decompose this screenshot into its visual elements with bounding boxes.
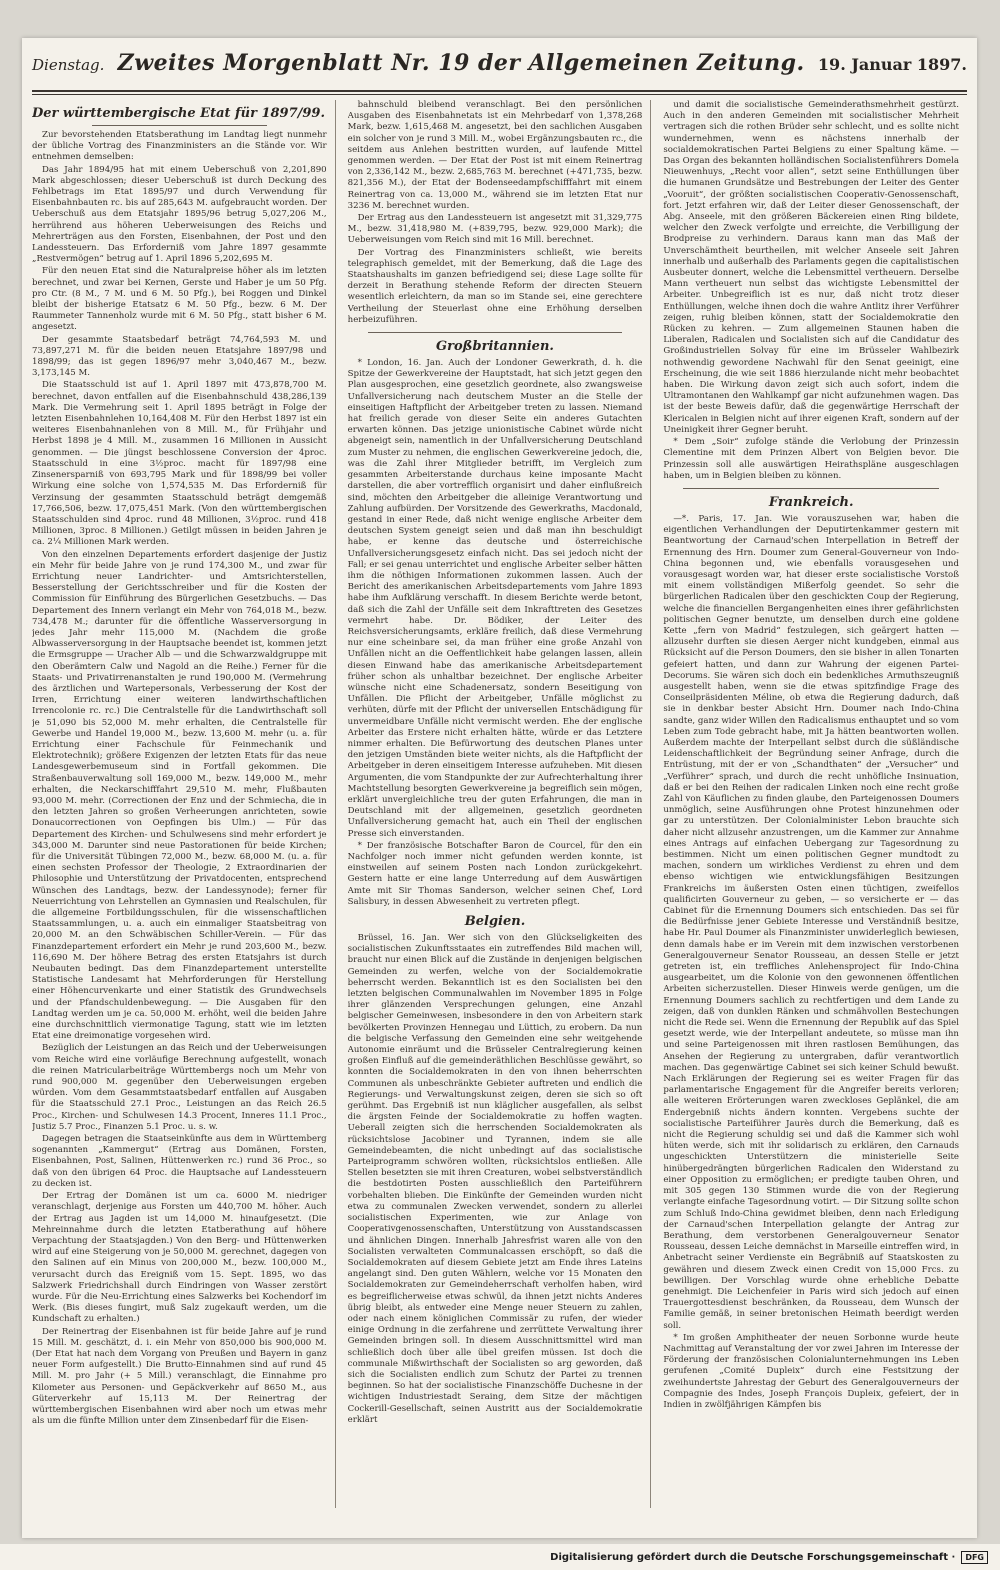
paragraph: Der gesammte Staatsbedarf beträgt 74,764,593 M. und 73,897,271 M. für die beiden neuen Etatsjahre 1897/98 und 1898/99; das ist gegen 1896/97 mehr 3,040,467 M., bezw. 3,173,145 M.: [32, 334, 327, 379]
paragraph: Bezüglich der Leistungen an das Reich und der Ueberweisungen vom Reiche wird eine vorläufige Berechnung aufgestellt, wonach die reinen Matricularbeiträge Württembergs noch um Mehr von rund 900,000 M. gegenüber den Ueberweisungen ergeben würden. Vom dem Gesammtstaatsbedarf entfallen auf Ausgaben für die Staatsschuld 27.1 Proc., Leistungen an das Reich 26.5 Proc., Kirchen- und Schulwesen 14.3 Procent, Inneres 11.1 Proc., Justiz 5.7 Proc., Finanzen 5.1 Proc. u. s. w.: [32, 1043, 327, 1132]
masthead-rule: [32, 94, 967, 95]
paragraph: Der Ertrag der Domänen ist um ca. 6000 M. niedriger veranschlagt, derjenige aus Forsten um 440,700 M. höher. Auch der Ertrag aus Jagden ist um 14,000 M. hinaufgesetzt. (Die Mehreinnahme durch die letzten Etatberathung auf höhere Verpachtung der Staatsjagden.) Von den Berg- und Hüttenwerken wird auf eine Steigerung von je 50,000 M. gerechnet, dagegen von den Salinen auf ein Minus von 200,000 M., bezw. 100,000 M., verursacht durch das Ereigniß vom 15. Sept. 1895, wo das Salzwerk Friedrichshall durch Eindringen von Wasser zerstört wurde. Für die Neu-Errichtung eines Salzwerks bei Kochendorf im Werk. (Bis dieses fungirt, muß Salz zugekauft werden, um die Kundschaft zu erhalten.): [32, 1191, 327, 1325]
paragraph: * Dem „Soir“ zufolge stände die Verlobung der Prinzessin Clementine mit dem Prinzen Albert von Belgien bevor. Die Prinzessin soll alle auswärtigen Heirathspläne ausgeschlagen haben, um in Belgien bleiben zu können.: [663, 437, 959, 481]
newspaper-page: [22, 38, 977, 1538]
paragraph: * London, 16. Jan. Auch der Londoner Gewerkrath, d. h. die Spitze der Gewerkvereine der Hauptstadt, hat sich jetzt gegen den Plan ausgesprochen, eine gesetzlich geordnete, also zwangsweise Unfallversicherung nach deutschem Muster an die Stelle der einseitigen Haftpflicht der Arbeitgeber treten zu lassen. Niemand hat freilich gerade von dieser Seite ein anderes Gutachten erwarten können. Das jetzige unionistische Cabinet würde nicht abgeneigt sein, namentlich in der Unfallversicherung Deutschland zum Muster zu nehmen, die englischen Gewerkvereine jedoch, die, was die Zahl ihrer Mitglieder betrifft, im Vergleich zum gesammten Arbeiterstande durchaus keine imposante Macht darstellen, die aber vortrefflich organisirt und daher einflußreich sind, möchten den Arbeitgeber die alleinige Verantwortung und Zahlung aufbürden. Der Vorsitzende des Gewerkraths, Macdonald, gestand in einer Rede, daß nicht wenige englische Arbeiter dem deutschen System geneigt seien und daß man ihn beschuldigt habe, er kenne das deutsche und österreichische Unfallversicherungsgesetz einfach nicht. Das sei jedoch nicht der Fall; er sei genau unterrichtet und englische Arbeiter selber hätten ihm die nöthigen Informationen zukommen lassen. Auch der Bericht des amerikanischen Arbeitsdepartements vom Jahre 1893 habe ihm Aufklärung verschafft. In diesem Berichte werde betont, daß sich die Zahl der Unfälle seit dem Inkrafttreten des Gesetzes vermehrt habe. Dr. Bödiker, der Leiter des Reichsversicherungsamts, erkläre freilich, daß diese Vermehrung nur eine scheinbare sei, da man früher eine große Anzahl von Unfällen nicht an die Oeffentlichkeit habe gelangen lassen, allein diesen Einwand habe das amerikanische Arbeitsdepartement früher schon als unhaltbar bezeichnet. Der englische Arbeiter wünsche nicht eine Schadenersatz, sondern Beseitigung von Unfällen. Die Pflicht der Arbeitgeber, Unfälle möglichst zu verhüten, dürfe mit der Pflicht der universellen Entschädigung für unvermeidbare Unfälle nicht vermischt werden. Ehe der englische Arbeiter das Erstere nicht erhalten hätte, würde er das Letztere nimmer erhalten. Die Befürwortung des deutschen Planes unter den jetzigen Umständen biete weiter nichts, als die Haftpflicht der Arbeitgeber in deren einseitigem Interesse aufzuheben. Mit diesen Argumenten, die vom Standpunkte der zur Aufrechterhaltung ihrer Machtstellung besorgten Gewerkvereine ja begreiflich sein mögen, erklärt unvergleichliche treu der guten Erfahrungen, die man in Deutschland mit der allgemeinen, gesetzlich geordneten Unfallversicherung gemacht hat, auch ein Theil der englischen Presse sich einverstanden.: [347, 358, 643, 839]
paragraph: Der Reinertrag der Eisenbahnen ist für beide Jahre auf je rund 15 Mill. M. geschätzt, d. i. ein Mehr von 850,000 bis 900,000 M. (Der Etat hat nach dem Vorgang von Preußen und Bayern in ganz neuer Form aufgestellt.) Die Brutto-Einnahmen sind auf rund 45 Mill. M. pro Jahr (+ 5 Mill.) veranschlagt, die Einnahme pro Kilometer aus Personen- und Gepäckverkehr auf 8650 M., aus Güterverkehr auf 15,113 M. Der Reinertrag der württembergischen Eisenbahnen wird aber noch um etwas mehr als um die fünfte Million unter dem Zinsenbedarf für die Eisen-: [32, 1326, 327, 1427]
paragraph: * Im großen Amphitheater der neuen Sorbonne wurde heute Nachmittag auf Veranstaltung der vor zwei Jahren im Interesse der Förderung der französischen Colonialunternehmungen ins Leben gerufenen „Comité Dupleix“ durch eine Festsitzung der zweihundertste Jahrestag der Geburt des Generalgouverneurs der Compagnie des Indes, Joseph François Dupleix, gefeiert, der in Indien in zwölfjährigen Kämpfen bis: [663, 1332, 959, 1410]
paragraph: Brüssel, 16. Jan. Wer sich von den Glückseligkeiten des socialistischen Zukunftsstaates ein zutreffendes Bild machen will, braucht nur einen Blick auf die Zustände in denjenigen belgischen Gemeinden zu werfen, welche von der Socialdemokratie beherrscht werden. Bekanntlich ist es den Socialisten bei den letzten belgischen Communalwahlen im November 1895 in Folge ihrer glänzenden Versprechungen gelungen, eine Anzahl belgischer Gemeinwesen, insbesondere in den von Arbeitern stark bevölkerten Provinzen Hennegau und Lüttich, zu erobern. Da nun die belgische Verfassung den Gemeinden eine sehr weitgehende Autonomie einräumt und die Brüsseler Centralregierung keinen großen Einfluß auf die gemeinderäthlichen Beschlüsse gewährt, so konnten die Socialdemokraten in den von ihnen beherrschten Communen als unbeschränkte Gebieter auftreten und endlich die Regierungs- und Verwaltungskunst zeigen, deren sie sich so oft gerühmt. Das Ergebniß ist nun kläglicher ausgefallen, als selbst die ärgsten Feinde der Socialdemokratie zu hoffen wagten. Ueberall zeigten sich die herrschenden Socialdemokraten als rücksichtslose Jacobiner und Tyrannen, indem sie alle Gemeindebeamten, die nicht unbedingt auf das socialistische Parteiprogramm schwören wollten, rücksichtslos entließen. Alle Stellen besetzten sie mit ihren Creaturen, wobei selbstverständlich die bestdotirten Posten ausschließlich den Parteiführern vorbehalten blieben. Die Einkünfte der Gemeinden wurden nicht etwa zu communalen Zwecken verwendet, sondern zu allerlei socialistischen Experimenten, wie zur Anlage von Cooperativgenossenschaften, Unterstützung von Ausstandscassen und ähnlichen Dingen. Innerhalb Jahresfrist waren alle von den Socialisten verwalteten Communalcassen erschöpft, so daß die Socialdemokraten auf diesem Gebiete jetzt am Ende ihres Lateins angelangt sind. Den guten Wählern, welche vor 15 Monaten den Socialdemokraten zur Gemeindeherrschaft verholfen haben, wird es begreiflicherweise etwas schwül, da ihnen jetzt nichts Anderes übrig bleibt, als entweder eine Menge neuer Steuern zu zahlen, oder nach einem königlichen Commissär zu rufen, der wieder einige Ordnung in die zerfahrene und zerrüttete Verwaltung ihrer Gemeinden bringen soll. In diesem Ausschnittsmittel wird man schließlich doch über alle übel greifen müssen. Ist doch die communale Mißwirthschaft der Socialisten so arg geworden, daß sich die Socialisten endlich zum Schutz der Partei zu trennen beginnen. So hat der socialistische Finanzschöffe Duchesne in der wichtigen Industriestadt Seraing, dem Sitze der mächtigen Cockerill-Gesellschaft, seinen Austritt aus der Socialdemokratie erklärt: [347, 933, 643, 1425]
paragraph: Das Jahr 1894/95 hat mit einem Ueberschuß von 2,201,890 Mark abgeschlossen; dieser Ueberschuß ist durch Deckung des Fehlbetrags im Etat 1895/97 und durch Verwendung für Eisenbahnbauten rc. bis auf 285,643 M. aufgebraucht worden. Der Ueberschuß aus dem Etatsjahr 1895/96 betrug 5,027,206 M., herrührend aus höheren Ueberweisungen des Reichs und Mehrerträgen aus den Forsten, Eisenbahnen, der Post und den Landessteuern. Das Erforderniß vom Jahre 1897 gesammte „Restvermögen“ betrug auf 1. April 1896 5,202,695 M.: [32, 164, 327, 265]
masthead: [32, 50, 967, 92]
article-heading-wuerttemberg: Der württembergische Etat für 1897/99.: [32, 106, 326, 121]
section-heading-grossbritannien: Großbritannien.: [436, 339, 554, 355]
column-1: [32, 100, 336, 1508]
paragraph: Der Vortrag des Finanzministers schließt, wie bereits telegraphisch gemeldet, mit der Bemerkung, daß die Lage des Staatshaushalts im ganzen befriedigend sei; diese Lage sollte für derzeit in Berathung stehende Reform der directen Steuern wesentlich erleichtern, da man so im Stande sei, eine gerechtere Vertheilung der Steuerlast ohne eine Erhöhung derselben herbeizuführen.: [347, 247, 643, 325]
paragraph: Von den einzelnen Departements erfordert dasjenige der Justiz ein Mehr für beide Jahre von je rund 174,300 M., und zwar für Errichtung neuer Landrichter- und Amtsrichterstellen, Besserstellung der Gerichtsschreiber und für die Kosten der Commission für Einführung des Bürgerlichen Gesetzbuchs. — Das Departement des Innern verlangt ein Mehr von 764,018 M., bezw. 734,478 M.; darunter für die öffentliche Wasserversorgung in jedes Jahr mehr 115,000 M. (Nachdem die große Albwasserversorgung in der Hauptsache beendet ist, kommen jetzt die Ermsgruppe — Uracher Alb — und die Schwarzwaldgruppe mit den Oberämtern Calw und Nagold an die Reihe.) Ferner für die Staats- und Privatirrenanstalten je rund 190,000 M. (Vermehrung des ärztlichen und Wartepersonals, Verbesserung der Kost der Irren, Errichtung einer weiteren landwirthschaftlichen Irrencolonie rc. rc.) Die Centralstelle für die Landwirthschaft soll je 51,090 bis 52,000 M. mehr erhalten, die Centralstelle für Gewerbe und Handel 19,000 M., bezw. 13,600 M. mehr (u. a. für Errichtung einer Fachschule für Feinmechanik und Elektrotechnik); größere Exigenzen der letzten Etats für das neue Landesgewerbemuseum sind in Fortfall gekommen. Die Straßenbauverwaltung soll 169,000 M., bezw. 149,000 M., mehr erhalten, die Neckarschifffahrt 29,510 M. mehr, Flußbauten 93,000 M. mehr. (Correctionen der Enz und der Schmiecha, die in den letzten Jahren so großen Verheerungen anrichteten, sowie Donaucorrectionen von Oepfingen bis Ulm.) — Für das Departement des Kirchen- und Schulwesens sind mehr erfordert je 343,000 M. Darunter sind neue Pastorationen für beide Kirchen; für die Universität Tübingen 72,000 M., bezw. 68,000 M. (u. a. für einen sechsten Professor der Theologie, 2 Extraordinarien der Philosophie und Unterstützung der Privatdocenten, entsprechend Wünschen des Landtags, bezw. der Landessynode); ferner für Neuerrichtung von Lehrstellen an Gymnasien und Realschulen, für die allgemeine Fortbildungsschulen, für die wissenschaftlichen Staatssammlungen, u. a. auch ein einmaliger Staatsbeitrag von 20,000 M. an den Schwäbischen Schiller-Verein. — Für das Finanzdepartement erfordert ein Mehr je rund 203,600 M., bezw. 116,690 M. Der höhere Betrag des ersten Etatsjahrs ist durch Neubauten bedingt. Das dem Finanzdepartement unterstellte Statistische Landesamt hat Mehrforderungen für Herstellung einer Höhencurvenkarte und einer Statistik des Grundwechsels und der Pfandschuldenbewegung. — Die Ausgaben für den Landtag werden um je ca. 50,000 M. erhöht, weil die beiden Jahre eine durchschnittlich viermonatige Tagung, statt wie im letzten Etat eine dreimonatige vorgesehen wird.: [32, 549, 327, 1042]
dfg-logo-icon: DFG: [961, 1551, 988, 1564]
paragraph: Dagegen betragen die Staatseinkünfte aus dem in Württemberg sogenannten „Kammergut“ (Ertrag aus Domänen, Forsten, Eisenbahnen, Post, Salinen, Hüttenwerken rc.) rund 36 Proc., so daß von den übrigen 64 Proc. die Hauptsache auf Landessteuern zu decken ist.: [32, 1134, 327, 1189]
paragraph: —*. Paris, 17. Jan. Wie vorauszusehen war, haben die eigentlichen Verhandlungen der Deputirtenkammer gestern mit Beantwortung der Carnaud'schen Interpellation in Betreff der Ernennung des Hrn. Doumer zum General-Gouverneur von Indo-China begonnen und, wie ebenfalls vorausgesehen und vorausgesagt worden war, hat dieser erste socialistische Vorstoß mit einem vollständigen Mißerfolg geendet. So sehr die bürgerlichen Radicalen über den geschickten Coup der Regierung, welche die financiellen Bergangenheiten eines ihrer gefährlichsten politischen Gegner benutzte, um denselben durch eine goldene Kette „fern von Madrid“ festzulegen, sich geärgert hatten — allzusehr durften sie diesen Aerger nicht kundgeben, einmal aus Rücksicht auf die Person Doumers, den sie bisher in allen Tonarten gefeiert hatten, und dann zur Wahrung der eigenen Partei-Decorums. Sie wären sich doch ein bedenkliches Armuthszeugniß ausgestellt haben, wenn sie die etwas spitzfindige Frage des Conseilpräsidenten Méline, ob etwa die Regierung dadurch, daß sie in denkbar bester Absicht Hrn. Doumer nach Indo-China sandte, ganz wider Willen den Radicalismus enthauptet und so vom Leben zum Tode gebracht habe, mit Ja hätten beantworten wollen. Außerdem machte der Interpellant selbst durch die süßländische Leidenschaftlichkeit der Begründung seiner Anfrage, durch die Entrüstung, mit der er von „Schandthaten“ der „Versucher“ und „Verführer“ sprach, und durch die recht unhöfliche Insinuation, daß er bei den Reihen der radicalen Linken noch eine recht große Zahl von Käuflichen zu finden glaube, den Parteigenossen Doumers unmöglich, seine Ausführungen ohne Protest hinzunehmen oder gar zu unterstützen. Der Colonialminister Lebon brauchte sich daher nicht allzusehr anzustrengen, um die Kammer zur Annahme eines Antrags auf einfachen Uebergang zur Tagesordnung zu bestimmen. Nicht um einen politischen Gegner mundtodt zu machen, sondern um wirkliches Verdienst zu ehren und dem ebenso wichtigen wie entwicklungsfähigen Besitzungen Frankreichs im äußersten Osten einen tüchtigen, zweifellos qualificirten Gouverneur zu geben, — so versicherte er — das Cabinet für die Ernennung Doumers sich entschieden. Das sei für die Bedürfnisse jener Gebiete Interesse und Verständniß besitze, habe Hr. Paul Doumer als Finanzminister unwiderleglich bewiesen, denn damals habe er im Verein mit dem inzwischen verstorbenen Generalgouverneur Senator Rousseau, an dessen Stelle er jetzt getreten ist, ein treffliches Anlehensproject für Indo-China ausgearbeitet, um die Kolonie von den gewonnenen öffentlichen Arbeiten sicherzustellen. Dieser Hinweis werde genügen, um die Ernennung Doumers sachlich zu rechtfertigen und dem Lande zu zeigen, daß von dunklen Ränken und schmähvollen Bestechungen nicht die Rede sei. Wenn die Ernennung der Republik auf das Spiel gesetzt werde, wie der Interpellant andeutete, so müsse man ihn und seine Parteigenossen mit ihren rastlosen Bemühungen, das Ansehen der Regierung zu untergraben, dafür verantwortlich machen. Das gegenwärtige Cabinet sei sich keiner Schuld bewußt. Nach Erklärungen der Regierung sei es weiter Fragen für das parlamentarische Engagement für die Angreifer bereits verloren; alle weiteren Erörterungen waren zweckloses Geplänkel, die am Endergebniß nichts ändern konnten. Vergebens suchte der socialistische Parteiführer Jaurès durch die Bemerkung, daß es nicht die Regierung schuldig sei und daß die Kammer sich wohl hüten werde, sich mit ihr solidarisch zu erklären, den Carnauds ungeschickten Unterstützern die ministerielle Seite hinübergedrängten bürgerlichen Radicalen den Widerstand zu einer Opposition zu ermöglichen; er predigte tauben Ohren, und mit 305 gegen 130 Stimmen wurde die von der Regierung verlangte einfache Tagesordnung votirt. — Dir Sitzung sollte schon zum Schluß Indo-China gewidmet bleiben, denn nach Erledigung der Carnaud'schen Interpellation gelangte der Antrag zur Berathung, dem verstorbenen Generalgouverneur Senator Rousseau, dessen Leiche demnächst in Marseille eintreffen wird, in Anbetracht seiner Verdienste ein Begräbniß auf Staatskosten zu gewähren und diesem Zweck einen Credit von 15,000 Frcs. zu bewilligen. Der Vorschlag wurde ohne erhebliche Debatte genehmigt. Die Leichenfeier in Paris wird sich jedoch auf einen Trauergottesdienst beschränken, da Rousseau, dem Wunsch der Familie gemäß, in seiner bretonischen Heimath beerdigt werden soll.: [663, 513, 959, 1331]
masthead-title: Zweites Morgenblatt Nr. 19 der Allgemeinen Zeitung.: [117, 50, 805, 76]
paragraph: * Der französische Botschafter Baron de Courcel, für den ein Nachfolger noch immer nicht gefunden werden konnte, ist einstweilen auf seinem Posten nach London zurückgekehrt. Gestern hatte er eine lange Unterredung auf dem Auswärtigen Amte mit Sir Thomas Sanderson, welcher seinen Chef, Lord Salisbury, in dessen Abwesenheit zu vertreten pflegt.: [347, 840, 643, 907]
paragraph: Der Ertrag aus den Landessteuern ist angesetzt mit 31,329,775 M., bezw. 31,418,980 M. (+839,795, bezw. 929,000 Mark); die Ueberweisungen vom Reich sind mit 16 Mill. berechnet.: [347, 213, 643, 246]
heading-rule: [92, 125, 267, 126]
paragraph: und damit die socialistische Gemeinderathsmehrheit gestürzt. Auch in den anderen Gemeinden mit socialistischer Mehrheit vertragen sich die rothen Brüder sehr schlecht, und es sollte nicht wundernehmen, wenn es nächstens innerhalb der socialdemokratischen Partei Belgiens zu einer Spaltung käme. — Das Organ des bekannten holländischen Socialistenführers Domela Nieuwenhuys, „Recht voor allen“, setzt seine Enthüllungen über die humanen Grundsätze und Bestrebungen der Leiter des Genter „Vooruit“, der größten socialistischen Cooperativ-Genossenschaft, fort. Jetzt erfahren wir, daß der Leiter dieser Genossenschaft, der Abg. Anseele, mit den größeren Bäckereien einen Ring bildete, welcher den Zweck verfolgte und erreichte, die Verbilligung der Brodpreise zu verhindern. Daraus kann man das Maß der Unverschämtheit beurtheilen, mit welcher Anseele seit Jahren innerhalb und außerhalb des Parlaments gegen die capitalistischen Ausbeuter donnert, welche die Lebensmittel vertheuern. Derselbe Mann vertheuert nun selbst das wichtigste Lebensmittel der Arbeiter. Unbegreiflich ist es nur, daß nicht trotz dieser Enthüllungen, welche ihnen doch die wahre Antlitz ihrer Verführer zeigen, ruhig bleiben können, statt der Socialdemokratie den Rücken zu kehren. — Zum allgemeinen Staunen haben die Liberalen, Radicalen und Socialisten sich auf die Candidatur des Großindustriellen Solvay für eine im Brüsseler Wahlbezirk nothwendig gewordene Nachwahl für den Senat geeinigt, eine Erscheinung, die wie seit 1886 hierzulande nicht mehr beobachtet haben. Die Wirkung davon zeigt sich auch sofort, indem die Ultramontanen den Wahlkampf gar nicht aufzunehmen wagen. Das ist der beste Beweis dafür, daß die gegenwärtige Herrschaft der Klericalen in Belgien nicht auf ihrer eigenen Kraft, sondern auf der Uneinigkeit ihrer Gegner beruht.: [663, 100, 959, 435]
column-2: [348, 100, 652, 1508]
section-heading-frankreich: Frankreich.: [768, 494, 854, 510]
funding-credit: Digitalisierung gefördert durch die Deutsche Forschungsgemeinschaft ·: [550, 1551, 956, 1563]
section-rule: [368, 332, 623, 333]
masthead-day: Dienstag.: [32, 56, 105, 74]
paragraph: Die Staatsschuld ist auf 1. April 1897 mit 473,878,700 M. berechnet, davon entfallen auf die Eisenbahnschuld 438,286,139 Mark. Die Vermehrung seit 1. April 1895 beträgt in Folge der letzten Eisenbahnlehen 10,164,408 M. Für den Herbst 1897 ist ein weiteres Eisenbahnanlehen von 8 Mill. M., für Frühjahr und Herbst 1898 je 4 Mill. M., zusammen 16 Millionen in Aussicht genommen. — Die jüngst beschlossene Conversion der 4proc. Staatsschuld in eine 3½proc. macht für 1897/98 eine Zinsenersparniß von 693,795 Mark und für 1898/99 bei voller Wirkung eine solche von 1,574,535 M. Das Erforderniß für Verzinsung der gesammten Staatsschuld beträgt demgemäß 17,766,506, bezw. 17,075,451 Mark. (Von den württembergischen Staatsschulden sind 4proc. rund 48 Millionen, 3½proc. rund 418 Millionen, 3proc. 8 Millionen.) Getilgt müssen in beiden Jahren je ca. 2¼ Millionen Mark werden.: [32, 380, 327, 548]
column-3: [663, 100, 967, 1508]
digitization-footer: [0, 1544, 1000, 1570]
article-columns: [32, 100, 967, 1508]
paragraph: Für den neuen Etat sind die Naturalpreise höher als im letzten berechnet, und zwar bei Kernen, Gerste und Haber je um 50 Pfg. pro Ctr. (8 M., 7 M. und 6 M. 50 Pfg.), bei Roggen und Dinkel bleibt der bisherige Etatsatz 6 M. 50 Pfg., bezw. 6 M. Der Raummeter Tannenholz wurde mit 6 M. 50 Pfg., statt bisher 6 M. angesetzt.: [32, 266, 327, 333]
paragraph: Zur bevorstehenden Etatsberathung im Landtag liegt nunmehr der übliche Vortrag des Finanzministers an die Stände vor. Wir entnehmen demselben:: [32, 130, 327, 163]
section-rule: [683, 488, 939, 489]
paragraph: bahnschuld bleibend veranschlagt. Bei den persönlichen Ausgaben des Eisenbahnetats ist ein Mehrbedarf von 1,378,268 Mark, bezw. 1,615,468 M. angesetzt, bei den sachlichen Ausgaben ein solcher von je rund 3 Mill. M., wobei Ergänzungsbauten rc., die seitdem aus Anlehen bestritten wurden, auf laufende Mittel genommen werden. — Der Etat der Post ist mit einem Reinertrag von 2,336,142 M., bezw. 2,685,763 M. berechnet (+471,735, bezw. 821,356 M.), der Etat der Bodenseedampfschifffahrt mit einem Reinertrag von ca. 13,000 M., während sie im letzten Etat nur 3236 M. berechnet wurden.: [347, 100, 643, 211]
section-heading-belgien: Belgien.: [464, 914, 526, 930]
masthead-date: 19. Januar 1897.: [817, 55, 967, 74]
